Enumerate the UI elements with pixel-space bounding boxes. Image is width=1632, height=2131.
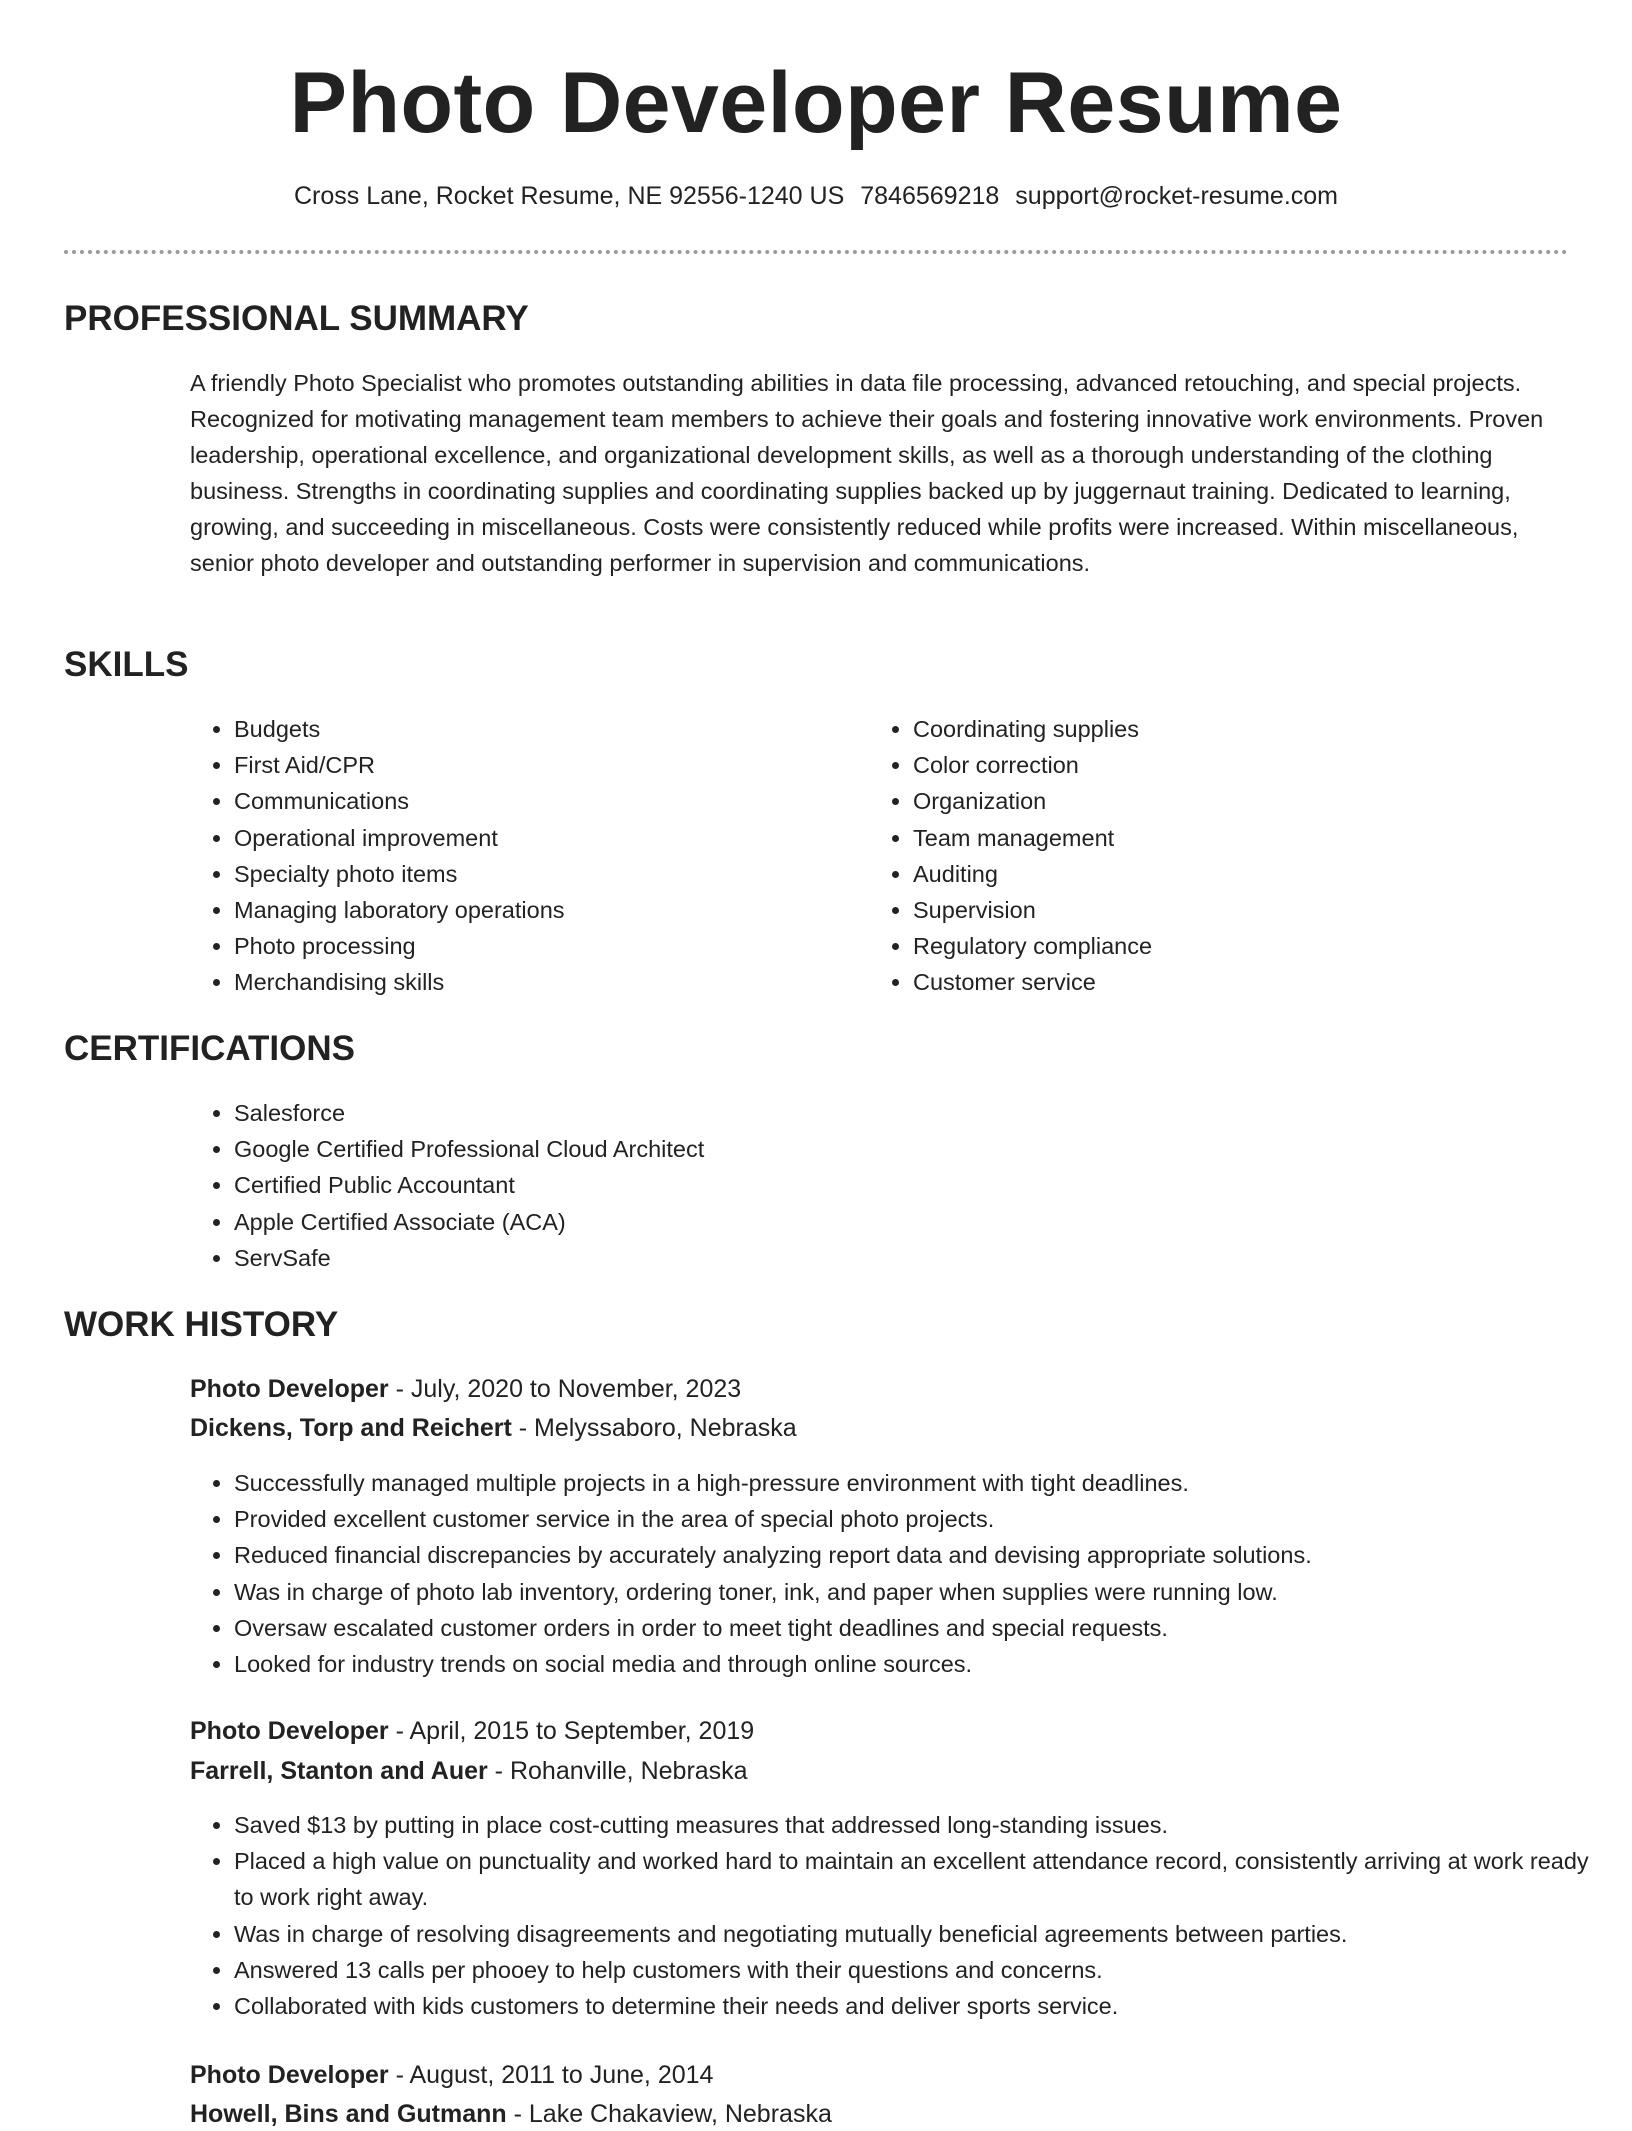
certifications-list — [190, 1095, 1534, 1276]
contact-line — [0, 180, 1632, 213]
skill-item: • Organization — [913, 783, 1533, 819]
certification-item: • ServSafe — [234, 1240, 1534, 1276]
job-bullets — [190, 1465, 1594, 1682]
job-title: Photo Developer — [190, 1717, 389, 1745]
job-dates: - April, 2015 to September, 2019 — [388, 1717, 755, 1745]
job-bullet: • Placed a high value on punctuality and worked hard to maintain an excellent attendance record, consistently arriving at work ready to work right away. — [234, 1843, 1594, 1915]
job-dates: - August, 2011 to June, 2014 — [388, 2061, 714, 2089]
job-bullet: • Provided excellent customer service in the area of special photo projects. — [234, 1501, 1594, 1537]
skill-item: • Color correction — [913, 747, 1533, 783]
contact-address: Cross Lane, Rocket Resume, NE 92556-1240 US — [293, 182, 845, 210]
job-dates: - July, 2020 to November, 2023 — [388, 1375, 742, 1403]
skill-item: • Regulatory compliance — [913, 928, 1533, 964]
job-bullet: • Oversaw escalated customer orders in order to meet tight deadlines and special requests. — [234, 1610, 1594, 1646]
job-bullet: • Was in charge of resolving disagreements and negotiating mutually beneficial agreements between parties. — [234, 1916, 1594, 1952]
section-title-skills: SKILLS — [64, 645, 189, 684]
section-title-work-history: WORK HISTORY — [64, 1305, 339, 1344]
header-divider — [64, 250, 1568, 254]
skill-item: • Operational improvement — [234, 820, 854, 856]
job-bullet: • Was in charge of photo lab inventory, ordering toner, ink, and paper when supplies were running low. — [234, 1574, 1594, 1610]
job-location: - Lake Chakaview, Nebraska — [506, 2100, 832, 2128]
skills-list-right — [869, 711, 1533, 1001]
certification-item: • Salesforce — [234, 1095, 1534, 1131]
job-title-line — [190, 1715, 754, 1748]
job-bullet: • Saved $13 by putting in place cost-cutting measures that addressed long-standing issues. — [234, 1807, 1594, 1843]
job-bullet: • Collaborated with kids customers to determine their needs and deliver sports service. — [234, 1988, 1594, 2024]
skill-item: • Auditing — [913, 856, 1533, 892]
job-title: Photo Developer — [190, 1375, 389, 1403]
section-title-summary: PROFESSIONAL SUMMARY — [64, 299, 529, 338]
resume-title: Photo Developer Resume — [289, 55, 1343, 151]
certification-item: • Certified Public Accountant — [234, 1167, 1534, 1203]
summary-text: A friendly Photo Specialist who promotes outstanding abilities in data file processing, advanced retouching, and special projects. Recognized for motivating management team members to achieve their goals and fostering innovative work environments. Proven leadership, operational excellence, and organizational development skills, as well as a thorough understanding of the clothing business. Strengths in coordinating supplies and coordinating supplies backed up by juggernaut training. Dedicated to learning, growing, and succeeding in miscellaneous. Costs were consistently reduced while profits were increased. Within miscellaneous, senior photo developer and outstanding performer in supervision and communications. — [190, 370, 1544, 576]
job-title-line — [190, 2059, 713, 2092]
job-company: Farrell, Stanton and Auer — [190, 1757, 488, 1785]
job-company-line — [190, 1412, 797, 1445]
certification-item: • Google Certified Professional Cloud Architect — [234, 1131, 1534, 1167]
job-company-line — [190, 2098, 832, 2131]
skill-item: • Coordinating supplies — [913, 711, 1533, 747]
contact-email[interactable]: support@rocket-resume.com — [1015, 182, 1339, 210]
job-location: - Rohanville, Nebraska — [487, 1757, 748, 1785]
skill-item: • Team management — [913, 820, 1533, 856]
skill-item: • Managing laboratory operations — [234, 892, 854, 928]
skills-list-left — [190, 711, 854, 1001]
skill-item: • Communications — [234, 783, 854, 819]
section-title-certifications: CERTIFICATIONS — [64, 1029, 356, 1068]
skill-item: • Supervision — [913, 892, 1533, 928]
skill-item: • Specialty photo items — [234, 856, 854, 892]
skill-item: • Photo processing — [234, 928, 854, 964]
job-title-line — [190, 1373, 741, 1406]
job-bullet: • Successfully managed multiple projects in a high-pressure environment with tight deadlines. — [234, 1465, 1594, 1501]
skill-item: • First Aid/CPR — [234, 747, 854, 783]
job-company-line — [190, 1755, 748, 1788]
job-bullets — [190, 1807, 1594, 2024]
skill-item: • Merchandising skills — [234, 964, 854, 1000]
job-company: Howell, Bins and Gutmann — [190, 2100, 507, 2128]
job-title: Photo Developer — [190, 2061, 389, 2089]
skill-item: • Budgets — [234, 711, 854, 747]
job-bullet: • Looked for industry trends on social media and through online sources. — [234, 1646, 1594, 1682]
job-location: - Melyssaboro, Nebraska — [511, 1414, 797, 1442]
job-bullet: • Reduced financial discrepancies by accurately analyzing report data and devising appropriate solutions. — [234, 1537, 1594, 1573]
skill-item: • Customer service — [913, 964, 1533, 1000]
certification-item: • Apple Certified Associate (ACA) — [234, 1204, 1534, 1240]
contact-phone: 7846569218 — [860, 182, 1000, 210]
job-company: Dickens, Torp and Reichert — [190, 1414, 512, 1442]
job-bullet: • Answered 13 calls per phooey to help customers with their questions and concerns. — [234, 1952, 1594, 1988]
